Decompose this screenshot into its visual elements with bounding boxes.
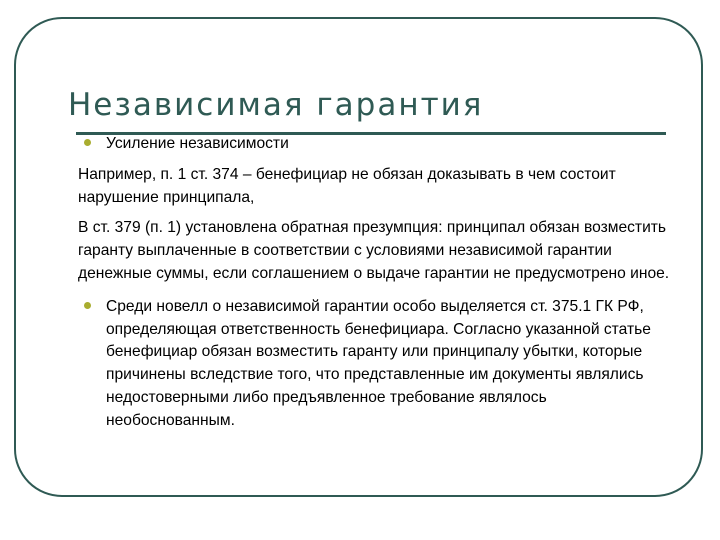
bullet-text: Усиление независимости [106, 135, 289, 152]
bullet-dot-icon [84, 302, 91, 309]
bullet-dot-icon [84, 139, 91, 146]
body-paragraph: В ст. 379 (п. 1) установлена обратная презумпция: принципал обязан возместить гаранту выплаченные в соответствии с условиями независимой гарантии денежные суммы, если соглашением о выдаче гарантии не предусмотрено иное. [78, 219, 670, 282]
slide-title: Независимая гарантия [68, 87, 484, 123]
body-paragraph: Например, п. 1 ст. 374 – бенефициар не обязан доказывать в чем состоит нарушение принципала, [78, 165, 616, 206]
bullet-text: Среди новелл о независимой гарантии особо выделяется ст. 375.1 ГК РФ, определяющая ответственность бенефициара. Согласно указанной статье бенефициар обязан возместить гаранту или принципалу убытки, которые причинены вследствие того, что представленные им документы являлись недостоверными либо предъявленное требование являлось необоснованным. [106, 297, 651, 429]
slide-body [78, 133, 678, 433]
bullet-item [78, 133, 678, 156]
bullet-item [78, 296, 678, 433]
